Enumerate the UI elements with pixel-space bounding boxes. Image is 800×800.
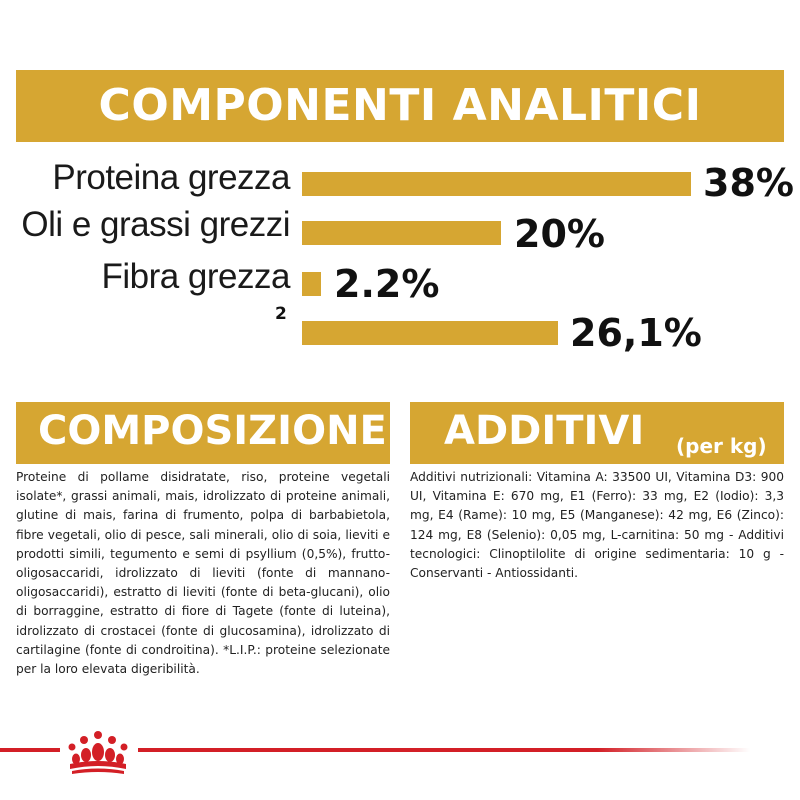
unlabeled-value: 26,1% — [570, 311, 702, 355]
fiber-label: Fibra grezza — [101, 257, 290, 296]
protein-bar — [302, 172, 691, 196]
protein-label: Proteina grezza — [52, 158, 290, 197]
composition-title: COMPOSIZIONE — [38, 408, 387, 454]
composition-header — [16, 402, 390, 464]
protein-value: 38% — [703, 161, 794, 205]
additives-subtitle: (per kg) — [676, 434, 767, 458]
fiber-bar — [302, 272, 321, 296]
additives-text: Additivi nutrizionali: Vitamina A: 33500 UI, Vitamina D3: 900 UI, Vitamina E: 670 mg, E1 (Ferro): 33 mg, E2 (Iodio): 3,3 mg, E4 (Rame): 10 mg, E5 (Manganese): 42 mg, E6 (Zinco): 124 mg, E8 (Selenio): 0,05 mg, L-carnitina: 50 mg - Additivi tecnologici: Clinoptilolite di origine sedimentaria: 10 g - Conservanti - Antiossidanti. — [410, 470, 784, 581]
footnote-marker: 2 — [275, 304, 287, 324]
fiber-value: 2.2% — [334, 262, 440, 306]
fat-bar — [302, 221, 501, 245]
composition-text: Proteine di pollame disidratate, riso, proteine vegetali isolate*, grassi animali, mais, idrolizzato di proteine animali, glutine di mais, farina di frumento, polpa di barbabietola, fibre vegetali, olio di pesce, sali minerali, olio di soia, lieviti e prodotti simili, tegumento e semi di psyllium (0,5%), frutto-oligosaccaridi, idrolizzato di lieviti (fonte di mannano-oligosaccaridi), estratto di lieviti (fonte di beta-glucani), olio di borraggine, estratto di fiore di Tagete (fonte di luteina), idrolizzato di crostacei (fonte di glucosamina), idrolizzato di cartilagine (fonte di condroitina). *L.I.P.: proteine selezionate per la loro elevata digeribilità. — [16, 470, 390, 677]
footer-red-line-left — [0, 748, 60, 752]
banner-title: COMPONENTI ANALITICI — [98, 80, 702, 131]
unlabeled-bar — [302, 321, 558, 345]
additives-header — [410, 402, 784, 464]
footer-red-line-right — [138, 748, 750, 752]
analytical-components-banner — [16, 70, 784, 142]
fat-label: Oli e grassi grezzi — [21, 205, 290, 244]
fat-value: 20% — [514, 212, 605, 256]
additives-title: ADDITIVI — [444, 408, 645, 454]
crown-logo-icon — [58, 728, 138, 776]
